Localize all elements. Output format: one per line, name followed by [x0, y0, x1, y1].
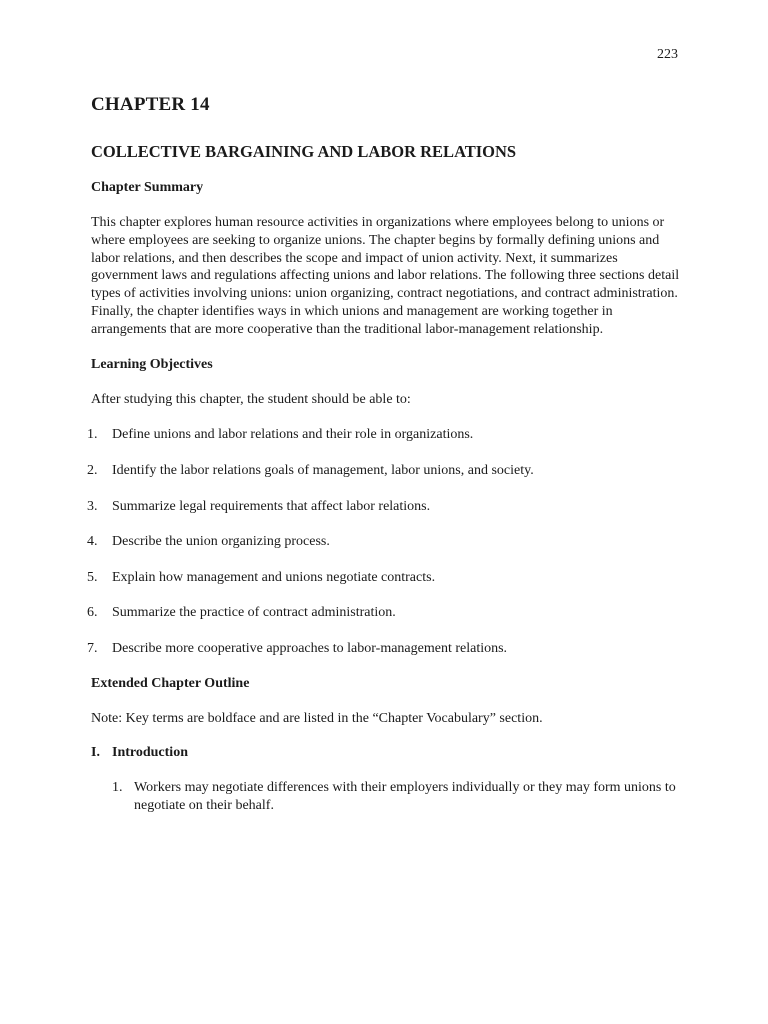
- page-number: 223: [657, 47, 678, 62]
- objective-text: Identify the labor relations goals of management, labor unions, and society.: [112, 462, 534, 478]
- outline-section-heading: [91, 745, 681, 761]
- chapter-title: COLLECTIVE BARGAINING AND LABOR RELATIONS: [91, 142, 517, 161]
- outline-item: [91, 779, 681, 815]
- objective-number: 1.: [87, 427, 98, 443]
- objectives-heading: Learning Objectives: [91, 356, 213, 372]
- objective-number: 2.: [87, 462, 98, 478]
- chapter-label: CHAPTER 14: [91, 94, 210, 115]
- outline-section-title: Introduction: [112, 745, 188, 761]
- objective-item: [87, 640, 681, 658]
- outline-note: Note: Key terms are boldface and are listed in the “Chapter Vocabulary” section.: [91, 710, 543, 726]
- objective-text: Define unions and labor relations and their role in organizations.: [112, 427, 474, 443]
- objective-text: Explain how management and unions negotiate contracts.: [112, 569, 436, 585]
- outline-section-number: I.: [91, 745, 100, 761]
- summary-heading: Chapter Summary: [91, 180, 204, 195]
- objective-text: Summarize the practice of contract administration.: [112, 605, 396, 621]
- objective-number: 4.: [87, 534, 98, 550]
- objective-text: Summarize legal requirements that affect labor relations.: [112, 498, 431, 514]
- objective-item: [87, 462, 681, 480]
- objective-item: [87, 604, 681, 622]
- objective-item: [87, 533, 681, 551]
- objective-text: Describe the union organizing process.: [112, 534, 330, 550]
- outline-heading: Extended Chapter Outline: [91, 675, 250, 691]
- objective-item: [87, 498, 681, 516]
- objectives-list: [87, 426, 681, 657]
- objective-item: [87, 569, 681, 587]
- objective-number: 6.: [87, 605, 98, 621]
- outline-item-number: 1.: [112, 780, 123, 796]
- objective-number: 3.: [87, 498, 98, 514]
- outline-item-text: Workers may negotiate differences with their employers individually or they may form unions to negotiate on their behalf.: [134, 780, 676, 814]
- objective-item: [87, 426, 681, 444]
- objective-number: 5.: [87, 569, 98, 585]
- objective-text: Describe more cooperative approaches to labor-management relations.: [112, 640, 508, 656]
- objectives-intro: After studying this chapter, the student should be able to:: [91, 391, 411, 407]
- document-body: [87, 94, 681, 815]
- objective-number: 7.: [87, 640, 98, 656]
- summary-text: This chapter explores human resource activities in organizations where employees belong to unions or where employees are seeking to organize unions. The chapter begins by formally defining unions and labor relations, and then describes the scope and impact of union activity. Next, it summarizes government laws and regulations affecting unions and labor relations. The following three sections detail types of activities involving unions: union organizing, contract negotiations, and contract administration. Finally, the chapter identifies ways in which unions and management are working together in arrangements that are more cooperative than the traditional labor-management relationship.: [91, 215, 680, 337]
